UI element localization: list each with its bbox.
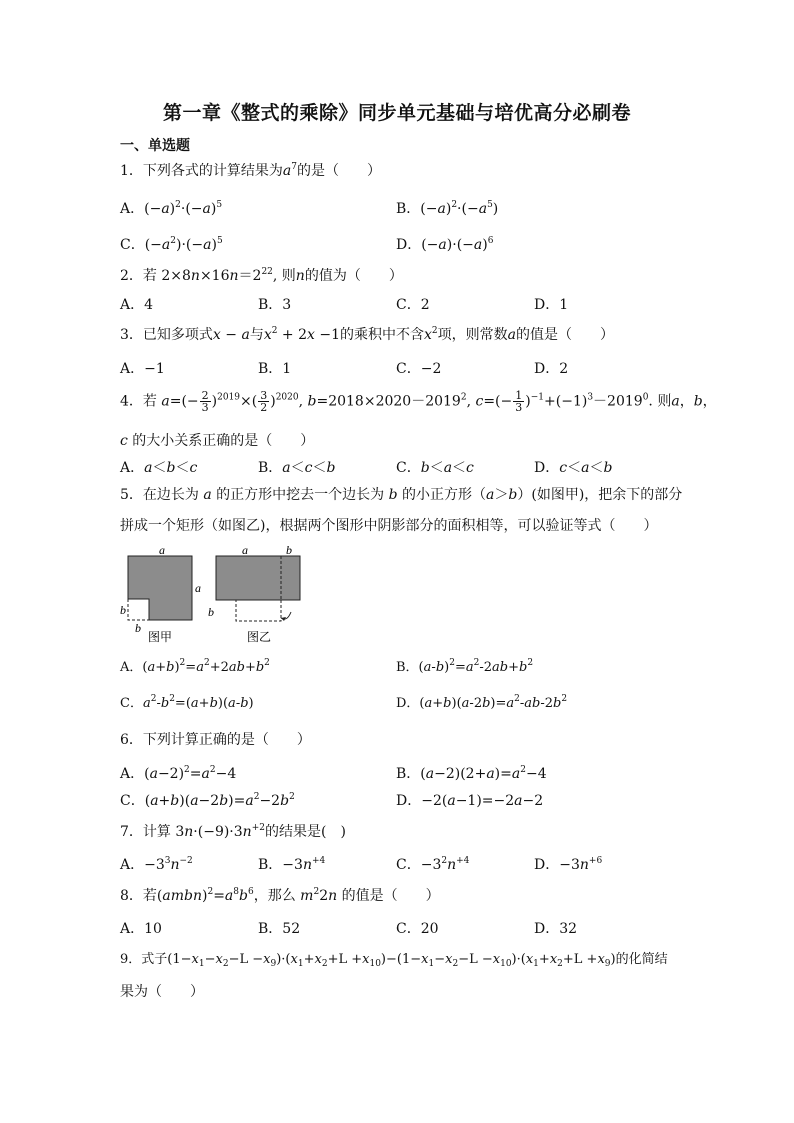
q4-option-c[interactable]: C．b＜a＜c — [396, 460, 474, 476]
q7-option-d[interactable]: D．$-3n^{+6}$ — [534, 856, 603, 873]
q3-option-c[interactable]: C．−2 — [396, 361, 442, 377]
q2-option-a[interactable]: A．4 — [120, 297, 154, 313]
q3-option-d[interactable]: D．2 — [534, 361, 569, 377]
q8-option-c[interactable]: C．20 — [396, 921, 439, 937]
figure-yi-label-b-left: b — [208, 605, 214, 619]
q4-stem-line1: 4．若 a=(− $\frac{2}{3}$ )$^{2019}$×( $\frac{3}{2}$ )$^{2020}$, $b=2018\times 2020-2019^2$, c=(− $\frac{1}{3}$ )$^{-1}+(-1)^3-2019^0$. 则a，b， — [120, 389, 717, 414]
q7-stem: 7．计算 $3n\cdot(-9)\cdot 3n^{+2}$的结果是( ) — [120, 823, 346, 840]
q7-option-c[interactable]: C．$-3^2n^{+4}$ — [396, 856, 470, 873]
section-heading: 一、单选题 — [120, 138, 190, 154]
q6-stem: 6．下列计算正确的是（ ） — [120, 732, 311, 748]
q6-option-c[interactable]: C．$(a+b)(a-2b)=a^2-2b^2$ — [120, 792, 295, 809]
q3-option-b[interactable]: B．1 — [258, 361, 292, 377]
q2-stem: 2．若 $2\times 8n\times 16n=2^{22}$, 则n的值为（ ） — [120, 267, 403, 284]
q5-stem-line1: 5．在边长为 a 的正方形中挖去一个边长为 b 的小正方形（a＞b）(如图甲)，把余下的部分 — [120, 487, 683, 503]
page-title: 第一章《整式的乘除》同步单元基础与培优高分必刷卷 — [162, 102, 631, 124]
q5-option-c[interactable]: C．$a^2-b^2=(a+b)(a-b)$ — [120, 694, 254, 711]
q5-figure — [115, 542, 315, 648]
q5-stem-line2: 拼成一个矩形（如图乙)，根据两个图形中阴影部分的面积相等，可以验证等式（ ） — [120, 518, 658, 534]
q6-option-a[interactable]: A．$(a-2)^2=a^2-4$ — [120, 765, 237, 782]
q1-option-c[interactable]: C．$(-a^2)\cdot(-a)^5$ — [120, 236, 223, 253]
figure-yi-label-a: a — [242, 543, 248, 557]
figure-jia-label-a-top: a — [159, 543, 165, 557]
q6-option-b[interactable]: B．$(a-2)(2+a)=a^2-4$ — [396, 765, 547, 782]
figure-jia-label-a-right: a — [195, 581, 201, 595]
figure-yi-caption: 图乙 — [247, 630, 272, 644]
q2-option-b[interactable]: B．3 — [258, 297, 292, 313]
q1-option-a[interactable]: A．$(-a)^2\cdot(-a)^5$ — [120, 200, 223, 217]
q2-option-d[interactable]: D．1 — [534, 297, 569, 313]
q4-option-b[interactable]: B．a＜c＜b — [258, 460, 336, 476]
q9-stem-line2: 果为（ ） — [120, 984, 204, 1000]
q3-stem: 3．已知多项式x − a与$x^2 + 2x -1$的乘积中不含$x^2$项，则常数a的值是（ ） — [120, 326, 615, 343]
q5-option-a[interactable]: A．$(a+b)^2=a^2+2ab+b^2$ — [120, 658, 270, 675]
q9-stem-line1: 9．式子$(1-x_1-x_2-L -x_9)\cdot(x_1+x_2+L +x_{10})-(1-x_1-x_2-L -x_{10})\cdot(x_1+x_2+L +x_9)$的化简结 — [120, 952, 668, 969]
q7-option-a[interactable]: A．$-3^3n^{-2}$ — [120, 856, 193, 873]
q8-stem: 8．若$(ambn)^2=a^8b^6$，那么 $m^22n$ 的值是（ ） — [120, 887, 440, 904]
figure-yi-shape — [216, 556, 300, 600]
q1-stem: 1．下列各式的计算结果为$a^7$的是（ ） — [120, 162, 382, 179]
figure-jia-label-b-left: b — [120, 603, 126, 617]
q1-option-b[interactable]: B．$(-a)^2\cdot(-a^5)$ — [396, 200, 499, 217]
q7-option-b[interactable]: B．$-3n^{+4}$ — [258, 856, 326, 873]
q6-option-d[interactable]: D．−2(a−1)=−2a−2 — [396, 793, 544, 809]
figure-jia-label-b-bottom: b — [135, 621, 141, 635]
q2-option-c[interactable]: C．2 — [396, 297, 430, 313]
q3-option-a[interactable]: A．−1 — [120, 361, 165, 377]
q5-option-b[interactable]: B．$(a-b)^2=a^2-2ab+b^2$ — [396, 658, 534, 675]
figure-jia-caption: 图甲 — [148, 630, 173, 644]
figure-jia-shape — [128, 556, 192, 620]
q1-option-d[interactable]: D．$(-a)\cdot(-a)^6$ — [396, 236, 494, 253]
q5-option-d[interactable]: D．$(a+b)(a-2b)=a^2-ab-2b^2$ — [396, 694, 568, 711]
figure-yi-label-b-top: b — [286, 543, 292, 557]
q4-option-a[interactable]: A．a＜b＜c — [120, 460, 198, 476]
q8-option-d[interactable]: D．32 — [534, 921, 578, 937]
q4-option-d[interactable]: D．c＜a＜b — [534, 460, 613, 476]
q8-option-b[interactable]: B．52 — [258, 921, 301, 937]
q4-stem-line2: c 的大小关系正确的是（ ） — [120, 433, 315, 449]
q8-option-a[interactable]: A．10 — [120, 921, 162, 937]
